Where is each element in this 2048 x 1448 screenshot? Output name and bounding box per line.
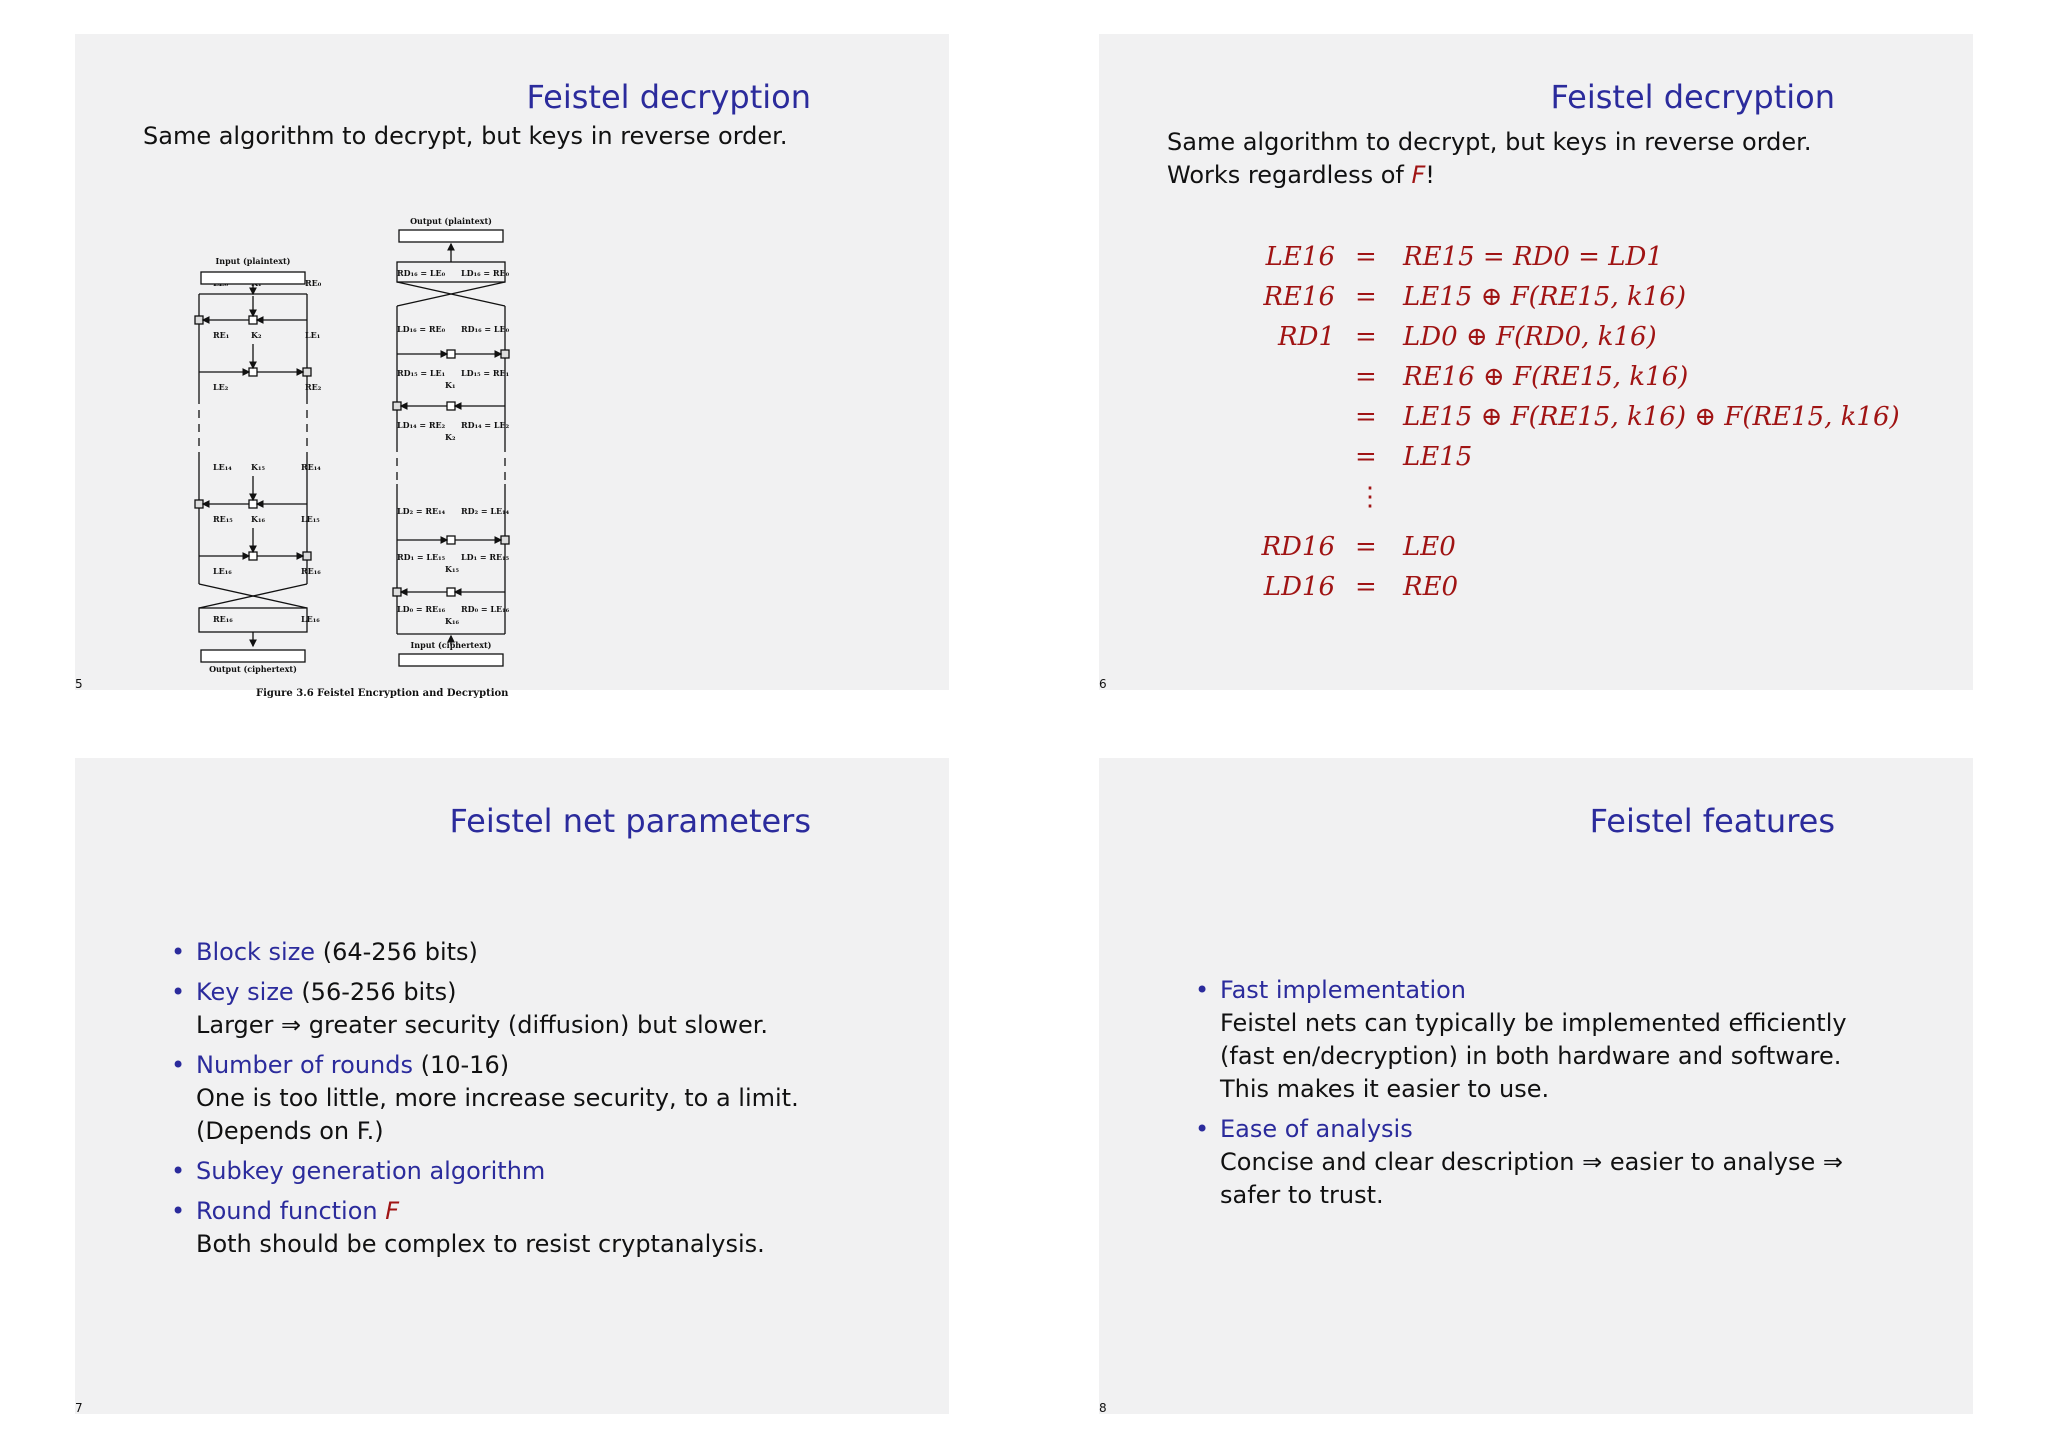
svg-text:RE₁₄: RE₁₄	[301, 462, 321, 472]
svg-text:LE₁₆: LE₁₆	[213, 566, 232, 576]
equation-row: = RE16 ⊕ F(RE15, k16)	[1355, 362, 1689, 392]
slide-number: 8	[1099, 1401, 1107, 1415]
slide-title: Feistel decryption	[1550, 78, 1835, 116]
svg-text:LD₁₆ = RE₀: LD₁₆ = RE₀	[461, 268, 510, 278]
svg-text:RD₁₆ = LE₀: RD₁₆ = LE₀	[461, 324, 510, 334]
slide-title: Feistel net parameters	[449, 802, 811, 840]
slide-number: 7	[75, 1401, 83, 1415]
slide-number: 6	[1099, 677, 1107, 691]
list-item: • Key size (56-256 bits) Larger ⇒ greater security (diffusion) but slower.	[171, 978, 769, 1039]
svg-text:RD₁₆ = LE₀: RD₁₆ = LE₀	[397, 268, 446, 278]
list-item: • Fast implementation Feistel nets can typically be implemented efficiently (fast en/decryption) in both hardware and software. This makes it easier to use.	[1195, 976, 1847, 1103]
svg-text:K₁₆: K₁₆	[251, 514, 265, 524]
svg-text:RE₀: RE₀	[305, 278, 322, 288]
slide-7	[75, 758, 949, 1414]
slide-6	[1099, 34, 1973, 690]
equation-row: = LE15	[1355, 442, 1473, 472]
equations	[1099, 242, 1973, 602]
svg-text:RD₀ = LE₁₆: RD₀ = LE₁₆	[461, 604, 510, 614]
svg-text:RD₁ = LE₁₅: RD₁ = LE₁₅	[397, 552, 446, 562]
list-item: • Block size (64-256 bits)	[171, 938, 478, 966]
eq-rhs: RE15 = RD0 = LD1	[1403, 242, 1663, 272]
slide-5	[75, 34, 949, 699]
svg-text:K₁₅: K₁₅	[445, 564, 459, 574]
eq-rhs: RE16 ⊕ F(RE15, k16)	[1403, 362, 1689, 392]
equation-row: RD1 = LD0 ⊕ F(RD0, k16)	[1278, 322, 1657, 352]
eq-lhs: RE16	[1263, 282, 1335, 312]
svg-text:LD₁₄ = RE₂: LD₁₄ = RE₂	[397, 420, 446, 430]
dec-input-label: Input (ciphertext)	[410, 640, 492, 650]
svg-text:RE₁: RE₁	[213, 330, 230, 340]
slide-title: Feistel decryption	[526, 78, 811, 116]
svg-text:K₁: K₁	[445, 380, 456, 390]
svg-text:RD₁₄ = LE₂: RD₁₄ = LE₂	[461, 420, 510, 430]
list-item: • Ease of analysis Concise and clear description ⇒ easier to analyse ⇒ safer to trust.	[1195, 1115, 1843, 1209]
vertical-ellipsis: ⋮	[1357, 482, 1383, 512]
svg-text:LD₀ = RE₁₆: LD₀ = RE₁₆	[397, 604, 446, 614]
slide-number: 5	[75, 677, 83, 691]
enc-input-label: Input (plaintext)	[215, 256, 291, 266]
svg-text:RD₂ = LE₁₄: RD₂ = LE₁₄	[461, 506, 510, 516]
eq-lhs: LD16	[1263, 572, 1335, 602]
svg-text:K₁₅: K₁₅	[251, 462, 265, 472]
svg-text:K₁₆: K₁₆	[445, 616, 459, 626]
equation-row: LD16 = RE0	[1263, 572, 1459, 602]
svg-text:K₂: K₂	[445, 432, 456, 442]
svg-text:K₂: K₂	[251, 330, 262, 340]
svg-text:LD₁ = RE₁₅: LD₁ = RE₁₅	[461, 552, 510, 562]
eq-rhs: LE0	[1403, 532, 1456, 562]
parameter-list	[171, 936, 871, 1268]
svg-text:LE₁: LE₁	[305, 330, 321, 340]
svg-text:RD₁₅ = LE₁: RD₁₅ = LE₁	[397, 368, 446, 378]
svg-text:LD₁₅ = RE₁: LD₁₅ = RE₁	[461, 368, 510, 378]
slide-title: Feistel features	[1589, 802, 1835, 840]
svg-text:RE₁₆: RE₁₆	[301, 566, 321, 576]
eq-rhs: LD0 ⊕ F(RD0, k16)	[1403, 322, 1657, 352]
eq-rhs: LE15 ⊕ F(RE15, k16)	[1403, 282, 1686, 312]
feistel-diagram	[165, 184, 595, 704]
equation-row: LE16 = RE15 = RD0 = LD1	[1265, 242, 1663, 272]
eq-lhs: LE16	[1265, 242, 1335, 272]
eq-lhs: RD1	[1278, 322, 1335, 352]
list-item: • Number of rounds (10-16) One is too little, more increase security, to a limit. (Depends on F.)	[171, 1051, 799, 1145]
svg-text:LD₁₆ = RE₀: LD₁₆ = RE₀	[397, 324, 446, 334]
eq-rhs: LE15	[1403, 442, 1473, 472]
svg-text:RE₂: RE₂	[305, 382, 322, 392]
list-item: • Round function F Both should be complex to resist cryptanalysis.	[171, 1197, 765, 1258]
equation-row	[1099, 482, 1973, 518]
svg-text:RE₁₅: RE₁₅	[213, 514, 233, 524]
dec-output-label: Output (plaintext)	[410, 216, 492, 226]
slide-8	[1099, 758, 1973, 1414]
function-f: F	[1411, 161, 1426, 189]
svg-text:LE₁₅: LE₁₅	[301, 514, 320, 524]
enc-output-label: Output (ciphertext)	[209, 664, 297, 674]
slide-text: Same algorithm to decrypt, but keys in reverse order.	[143, 122, 788, 150]
equation-row: RD16 = LE0	[1261, 532, 1456, 562]
svg-text:LD₂ = RE₁₄: LD₂ = RE₁₄	[397, 506, 446, 516]
svg-text:LE₁₆: LE₁₆	[301, 614, 320, 624]
figure-caption: Figure 3.6 Feistel Encryption and Decryption	[256, 688, 509, 699]
slide-text: Same algorithm to decrypt, but keys in reverse order. Works regardless of F!	[1167, 128, 1812, 189]
eq-lhs: RD16	[1261, 532, 1335, 562]
svg-text:LE₁₄: LE₁₄	[213, 462, 232, 472]
equation-row: = LE15 ⊕ F(RE15, k16) ⊕ F(RE15, k16)	[1355, 402, 1900, 432]
feature-list	[1195, 974, 1895, 1219]
list-item: • Subkey generation algorithm	[171, 1157, 546, 1185]
svg-text:LE₂: LE₂	[213, 382, 229, 392]
equation-row: RE16 = LE15 ⊕ F(RE15, k16)	[1263, 282, 1686, 312]
eq-rhs: RE0	[1403, 572, 1459, 602]
svg-text:RE₁₆: RE₁₆	[213, 614, 233, 624]
eq-rhs: LE15 ⊕ F(RE15, k16) ⊕ F(RE15, k16)	[1403, 402, 1900, 432]
